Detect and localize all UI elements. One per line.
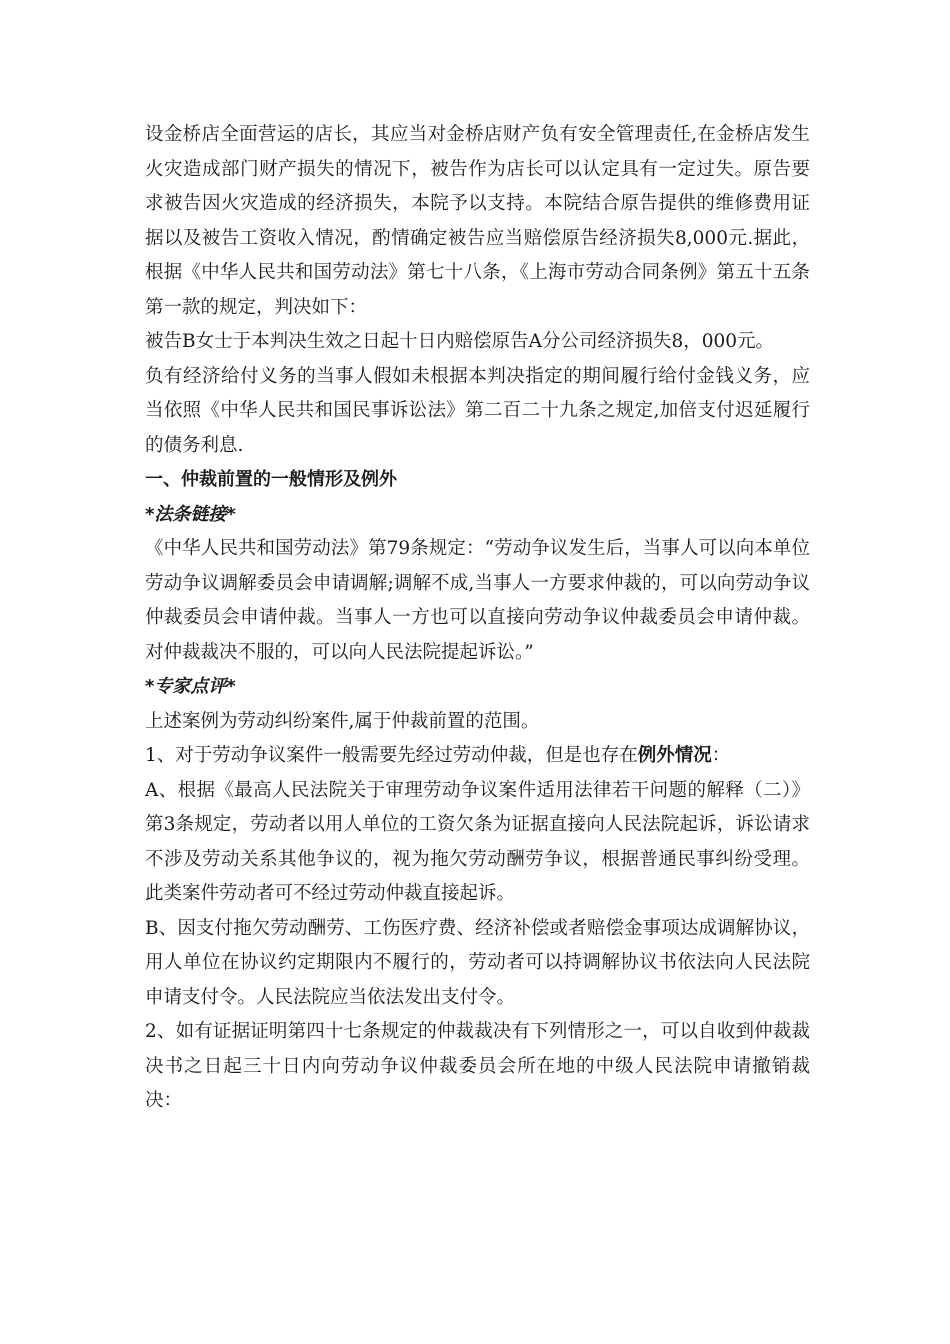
section-heading: 一、仲裁前置的一般情形及例外: [145, 469, 397, 490]
document-body: [145, 118, 810, 1119]
exception-intro-text: 1、对于劳动争议案件一般需要先经过劳动仲裁，但是也存在: [145, 745, 638, 766]
paragraph-exception-b: B、因支付拖欠劳动酬劳、工伤医疗费、经济补偿或者赔偿金事项达成调解协议，用人单位在协议约定期限内不履行的，劳动者可以持调解协议书依法向人民法院申请支付令。人民法院应当依法发出支付令。: [145, 917, 810, 1008]
paragraph-exception-a: A、根据《最高人民法院关于审理劳动争议案件适用法律若干问题的解释（二）》第3条规定，劳动者以用人单位的工资欠条为证据直接向人民法院起诉，诉讼请求不涉及劳动关系其他争议的，视为拖欠劳动酬劳争议，根据普通民事纠纷受理。此类案件劳动者可不经过劳动仲裁直接起诉。: [145, 779, 810, 904]
paragraph-judgment-ruling: 被告B女士于本判决生效之日起十日内赔偿原告A分公司经济损失8，000元。: [145, 331, 775, 352]
paragraph-exception-intro: [145, 739, 810, 774]
law-link-heading: *法条链接*: [145, 503, 236, 525]
paragraph-revocation-rule: 2、如有证据证明第四十七条规定的仲裁裁决有下列情形之一，可以自收到仲裁裁决书之日起三十日内向劳动争议仲裁委员会所在地的中级人民法院申请撤销裁决：: [145, 1021, 810, 1111]
paragraph-case-scope: 上述案例为劳动纠纷案件,属于仲裁前置的范围。: [145, 710, 540, 732]
exception-emphasis: 例外情况: [637, 745, 712, 766]
expert-comment-heading: *专家点评*: [145, 676, 236, 697]
paragraph-labor-law-article-79: 《中华人民共和国劳动法》第79条规定：“劳动争议发生后，当事人可以向本单位劳动争议调解委员会申请调解;调解不成,当事人一方要求仲裁的，可以向劳动争议仲裁委员会申请仲裁。当事人一方也可以直接向劳动争议仲裁委员会申请仲裁。对仲裁裁决不服的，可以向人民法院提起诉讼。”: [145, 538, 810, 663]
paragraph-interest-notice: 负有经济给付义务的当事人假如未根据本判决指定的期间履行给付金钱义务，应当依照《中华人民共和国民事诉讼法》第二百二十九条之规定,加倍支付迟延履行的债务利息.: [145, 365, 810, 456]
exception-intro-colon: ：: [711, 745, 731, 766]
paragraph-judgment-reasoning: 设金桥店全面营运的店长，其应当对金桥店财产负有安全管理责任,在金桥店发生火灾造成部门财产损失的情况下，被告作为店长可以认定具有一定过失。原告要求被告因火灾造成的经济损失，本院予以支持。本院结合原告提供的维修费用证据以及被告工资收入情况，酌情确定被告应当赔偿原告经济损失8,000元.据此，根据《中华人民共和国劳动法》第七十八条，《上海市劳动合同条例》第五十五条第一款的规定，判决如下：: [145, 124, 810, 318]
